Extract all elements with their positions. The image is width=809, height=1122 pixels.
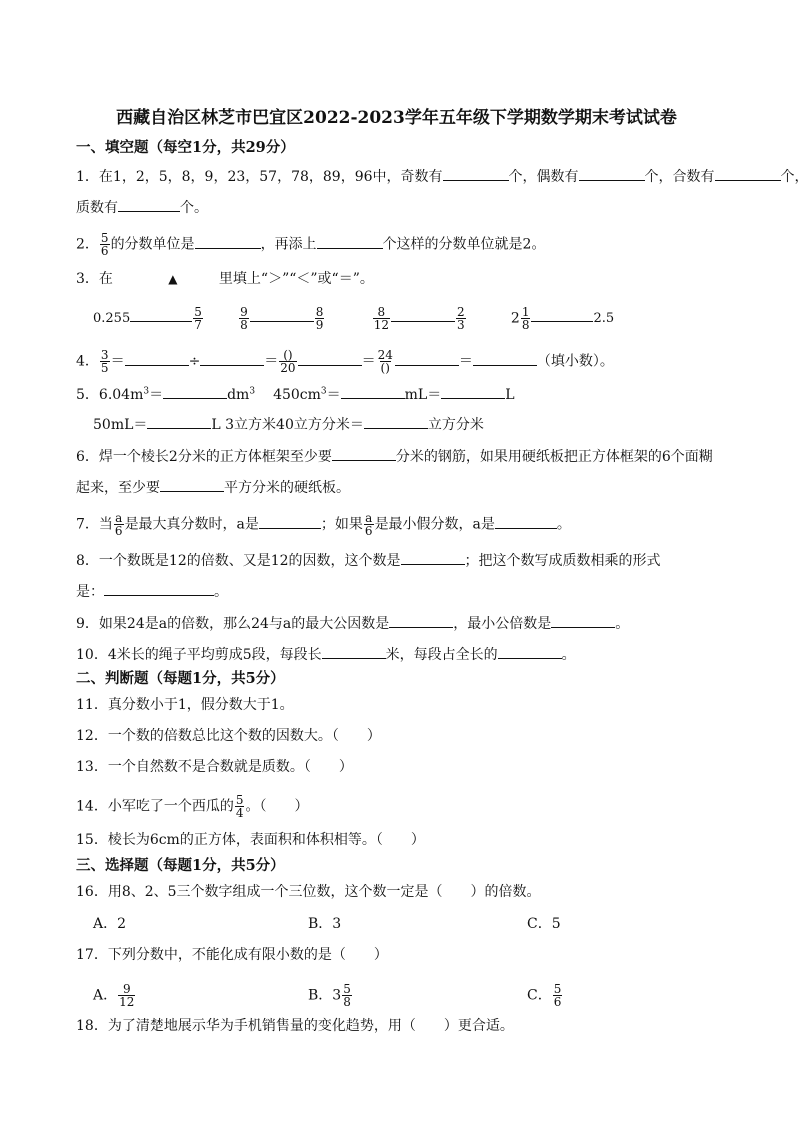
q3-c1-blank[interactable] xyxy=(130,308,192,322)
q1-blank-odd[interactable] xyxy=(443,167,509,181)
q17-a-num: 9 xyxy=(122,982,131,996)
q4-frac-3-num: 24 xyxy=(377,348,393,362)
q5-text-c: dm xyxy=(227,387,250,403)
q10-blank-fraction[interactable] xyxy=(498,645,562,659)
q4-eq-3: ＝ xyxy=(361,353,376,370)
q7-blank-2[interactable] xyxy=(495,515,557,529)
q17-option-c[interactable] xyxy=(527,983,563,1008)
q7-frac-2 xyxy=(364,512,374,537)
q4-blank-dividend[interactable] xyxy=(125,352,189,366)
q3-c1-frac-num: 5 xyxy=(194,305,202,319)
q4-frac-1-num: 3 xyxy=(100,348,109,362)
q3-c2-right-num: 8 xyxy=(315,305,324,319)
q1-blank-prime[interactable] xyxy=(118,198,180,212)
q3-text-a: 3．在 xyxy=(76,271,113,287)
q9-blank-lcm[interactable] xyxy=(551,614,615,628)
q5-text-d: 450cm xyxy=(273,387,321,403)
q8-text-a: 8．一个数既是12的倍数、又是12的因数，这个数是 xyxy=(76,553,401,569)
q14-frac-num: 5 xyxy=(235,793,244,807)
question-1 xyxy=(76,167,809,185)
q3-c3-blank[interactable] xyxy=(391,308,455,322)
question-8 xyxy=(76,551,661,569)
q17-b-label: B．3 xyxy=(308,987,342,1004)
q10-text-a: 10．4米长的绳子平均剪成5段，每段长 xyxy=(76,647,322,663)
q3-c3-left-num: 8 xyxy=(377,305,386,319)
q9-text-b: ，最小公倍数是 xyxy=(453,616,552,632)
q3-c3-frac-right xyxy=(456,306,466,331)
q2-blank-unit[interactable] xyxy=(195,235,261,249)
q5-blank-dm3-2[interactable] xyxy=(364,415,428,429)
question-11: 11．真分数小于1，假分数大于1。 xyxy=(76,697,294,713)
q3-text-b: 里填上“＞”“＜”或“＝”。 xyxy=(218,271,374,287)
question-3-comparisons xyxy=(93,306,614,331)
triangle-icon: ▲ xyxy=(168,272,178,286)
question-2 xyxy=(76,232,545,257)
question-5 xyxy=(76,385,515,403)
question-7 xyxy=(76,512,571,537)
q17-a-den: 12 xyxy=(119,995,135,1009)
q3-c3-frac-left xyxy=(373,306,390,331)
q3-c2-right-den: 9 xyxy=(315,318,324,332)
q5-sup-3: 3 xyxy=(320,386,327,397)
q4-blank-decimal[interactable] xyxy=(473,352,537,366)
question-13: 13．一个自然数不是合数就是质数。（ ） xyxy=(76,759,353,775)
q4-blank-den[interactable] xyxy=(395,352,459,366)
q2-fraction xyxy=(100,232,110,257)
q5-blank-ml[interactable] xyxy=(341,385,405,399)
q7-text-b: 是最大真分数时，a是 xyxy=(124,516,259,533)
q3-c2-frac-left xyxy=(239,306,249,331)
q16-option-a[interactable]: A．2 xyxy=(93,916,127,932)
question-8-cont xyxy=(76,582,228,600)
q4-end: （填小数）。 xyxy=(536,353,614,370)
q3-c4-blank[interactable] xyxy=(531,308,593,322)
q17-c-num: 5 xyxy=(553,982,562,996)
question-12: 12．一个数的倍数总比这个数的因数大。（ ） xyxy=(76,728,381,744)
q17-c-den: 6 xyxy=(553,995,562,1009)
q7-frac-2-num: a xyxy=(365,511,373,525)
question-6 xyxy=(76,447,713,465)
question-4 xyxy=(76,349,614,374)
question-18: 18．为了清楚地展示华为手机销售量的变化趋势，用（ ）更合适。 xyxy=(76,1018,514,1034)
question-17: 17．下列分数中，不能化成有限小数的是（ ） xyxy=(76,947,388,963)
question-6-cont xyxy=(76,478,350,496)
q6-blank-rebar[interactable] xyxy=(332,447,396,461)
q4-div: ÷ xyxy=(188,353,201,370)
q17-b-num: 5 xyxy=(343,982,351,996)
q8-blank-number[interactable] xyxy=(401,551,465,565)
q3-c4-whole: 2 xyxy=(510,310,520,327)
q3-c4-frac-den: 8 xyxy=(521,318,530,332)
q8-blank-primes[interactable] xyxy=(104,582,214,596)
q14-text-b: 。（ ） xyxy=(245,798,309,815)
q3-c4-frac-num: 1 xyxy=(521,305,530,319)
q9-blank-gcd[interactable] xyxy=(389,614,453,628)
q1-blank-even[interactable] xyxy=(579,167,645,181)
q14-frac-den: 4 xyxy=(235,806,244,820)
q5-text-j: 立方分米 xyxy=(427,417,484,433)
q4-num: 4． xyxy=(76,353,99,370)
q5-text-g: L xyxy=(505,387,515,403)
q5-text-b: ＝ xyxy=(149,387,164,403)
q3-c3-left-den: 12 xyxy=(373,318,389,332)
q16-option-c[interactable]: C．5 xyxy=(527,916,561,932)
q3-c3-right-den: 3 xyxy=(456,318,465,332)
q4-blank-divisor[interactable] xyxy=(200,352,264,366)
q10-text-b: 米，每段占全长的 xyxy=(385,647,498,663)
q4-eq-4: ＝ xyxy=(458,353,473,370)
q17-c-frac xyxy=(553,983,563,1008)
q17-option-a[interactable] xyxy=(93,983,136,1008)
question-10 xyxy=(76,645,576,663)
q10-blank-length[interactable] xyxy=(322,645,386,659)
q5-text-i: L 3立方米40立方分米＝ xyxy=(211,417,364,433)
question-15: 15．棱长为6cm的正方体，表面积和体积相等。（ ） xyxy=(76,832,425,848)
q4-eq-1: ＝ xyxy=(110,353,125,370)
q7-frac-2-den: 6 xyxy=(364,524,373,538)
q2-blank-count[interactable] xyxy=(317,235,383,249)
q3-c1-left: 0.255 xyxy=(93,311,131,326)
q8-text-b: ；把这个数写成质数相乘的形式 xyxy=(464,553,661,569)
q5-text-f: mL＝ xyxy=(404,387,442,403)
q6-text-d: 平方分米的硬纸板。 xyxy=(224,480,350,496)
q5-blank-l2[interactable] xyxy=(147,415,211,429)
page-title: 西藏自治区林芝市巴宜区2022-2023学年五年级下学期数学期末考试试卷 xyxy=(116,108,677,128)
q5-sup-1: 3 xyxy=(143,386,150,397)
q3-c4-frac xyxy=(521,306,531,331)
question-3 xyxy=(76,271,374,287)
q7-frac-1-num: a xyxy=(115,511,123,525)
q3-c1-frac xyxy=(193,306,203,331)
q17-option-b[interactable] xyxy=(308,983,353,1008)
q5-text-e: ＝ xyxy=(326,387,341,403)
q17-c-label: C． xyxy=(527,987,552,1004)
q2-fraction-num: 5 xyxy=(100,231,109,245)
q7-text-d: 是最小假分数，a是 xyxy=(374,516,495,533)
q7-frac-1 xyxy=(114,512,124,537)
q9-text-c: 。 xyxy=(615,616,630,632)
q3-c2-blank[interactable] xyxy=(250,308,314,322)
q4-frac-2-num: () xyxy=(283,348,293,362)
q3-c2-left-den: 8 xyxy=(240,318,248,332)
q2-fraction-den: 6 xyxy=(100,244,109,258)
q2-text-c: 个这样的分数单位就是2。 xyxy=(382,236,546,253)
q1-text-a: 1．在1，2，5，8，9，23，57，78，89，96中，奇数有 xyxy=(76,169,443,185)
q5-text-h: 50mL＝ xyxy=(93,417,148,433)
q3-c1-frac-den: 7 xyxy=(194,318,202,332)
section-judge-heading: 二、判断题（每题1分，共5分） xyxy=(76,670,285,687)
q3-c2-frac-right xyxy=(315,306,325,331)
q1-blank-composite[interactable] xyxy=(715,167,781,181)
q4-eq-2: ＝ xyxy=(264,353,279,370)
q2-text-b: ，再添上 xyxy=(260,236,317,253)
q1-text-b: 个，偶数有 xyxy=(508,169,579,185)
q6-text-c: 起来，至少要 xyxy=(76,480,160,496)
q5-text-a: 5．6.04m xyxy=(76,387,144,403)
q9-text-a: 9．如果24是a的倍数，那么24与a的最大公因数是 xyxy=(76,616,390,632)
q4-frac-1 xyxy=(100,349,110,374)
q4-frac-3-den: () xyxy=(380,361,390,375)
q7-blank-1[interactable] xyxy=(259,515,321,529)
q6-text-a: 6．焊一个棱长2分米的正方体框架至少要 xyxy=(76,449,332,465)
q6-text-b: 分米的钢筋，如果用硬纸板把正方体框架的6个面糊 xyxy=(395,449,713,465)
q14-text-a: 14．小军吃了一个西瓜的 xyxy=(76,798,234,815)
q7-frac-1-den: 6 xyxy=(114,524,123,538)
section-choice-heading: 三、选择题（每题1分，共5分） xyxy=(76,857,285,874)
question-5-cont xyxy=(93,415,484,433)
q2-num: 2． xyxy=(76,236,99,253)
q5-blank-l[interactable] xyxy=(441,385,505,399)
q17-a-frac xyxy=(118,983,135,1008)
q17-b-frac xyxy=(342,983,352,1008)
q17-a-label: A． xyxy=(93,987,118,1004)
q4-frac-3 xyxy=(377,349,394,374)
q3-c4-right: 2.5 xyxy=(593,311,615,326)
question-16: 16．用8、2、5三个数字组成一个三位数，这个数一定是（ ）的倍数。 xyxy=(76,884,541,900)
q7-text-a: 7．当 xyxy=(76,516,113,533)
q3-c2-left-num: 9 xyxy=(240,305,248,319)
question-1-cont xyxy=(76,198,208,216)
q6-blank-cardboard[interactable] xyxy=(160,478,224,492)
question-9 xyxy=(76,614,629,632)
q3-triangle-slot xyxy=(127,271,219,284)
q14-frac xyxy=(235,794,245,819)
q1-text-e: 质数有 xyxy=(76,200,118,216)
q8-text-c: 是： xyxy=(76,584,104,600)
q4-blank-num[interactable] xyxy=(298,352,362,366)
q7-text-c: ；如果 xyxy=(320,516,363,533)
q1-text-c: 个，合数有 xyxy=(644,169,715,185)
q8-text-d: 。 xyxy=(214,584,228,600)
q4-frac-1-den: 5 xyxy=(100,361,109,375)
q7-text-e: 。 xyxy=(556,516,571,533)
q5-blank-dm3[interactable] xyxy=(163,385,227,399)
q1-text-d: 个， xyxy=(780,169,809,185)
q5-sup-2: 3 xyxy=(249,386,256,397)
q16-option-b[interactable]: B．3 xyxy=(308,916,342,932)
question-14 xyxy=(76,794,308,819)
q10-text-c: 。 xyxy=(561,647,576,663)
q17-b-den: 8 xyxy=(343,995,351,1009)
q3-c3-right-num: 2 xyxy=(456,305,465,319)
q2-text-a: 的分数单位是 xyxy=(110,236,195,253)
section-fill-in-heading: 一、填空题（每空1分，共29分） xyxy=(76,139,295,156)
q4-frac-2 xyxy=(279,349,296,374)
q1-text-f: 个。 xyxy=(180,200,208,216)
q4-frac-2-den: 20 xyxy=(280,361,296,375)
